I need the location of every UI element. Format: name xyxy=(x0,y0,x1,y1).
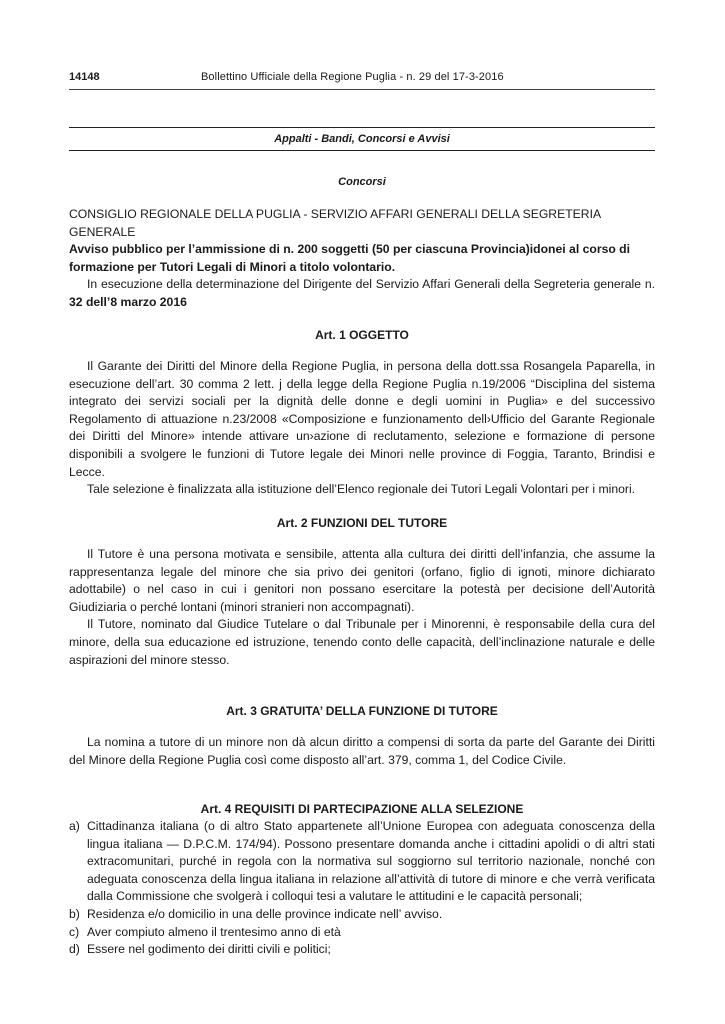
page-number: 14148 xyxy=(69,71,100,83)
item-marker: a) xyxy=(69,819,80,833)
header-rule xyxy=(69,89,655,90)
list-item xyxy=(69,906,655,924)
bulletin-title: Bollettino Ufficiale della Regione Puglia - n. 29 del 17-3-2016 xyxy=(201,71,504,83)
paragraph: Il Garante dei Diritti del Minore della Regione Puglia, in persona della dott.ssa Rosangela Paparella, in esecuzione dell’art. 30 comma 2 lett. j della legge della Regione Puglia n.19/2006 “Disciplina del sistema integrato dei servizi sociali per la dignità delle donne e degli uomini in Puglia» e del successivo Regolamento di attuazione n.23/2008 «Composizione e funzionamento dell›Ufficio del Garante Regionale dei Diritti del Minore» intende attivare un›azione di reclutamento, selezione e formazione di persone disponibili a svolgere le funzioni di Tutore legale dei Minori nelle province di Foggia, Taranto, Brindisi e Lecce. xyxy=(69,359,655,479)
section-title: Appalti - Bandi, Concorsi e Avvisi xyxy=(274,133,450,145)
article-body xyxy=(69,358,655,499)
notice-title: Avviso pubblico per l’ammissione di n. 200 soggetti (50 per ciascuna Provincia)idonei al corso di formazione per Tutori Legali di Minori a titolo volontario. xyxy=(69,242,631,274)
paragraph: Il Tutore è una persona motivata e sensibile, attenta alla cultura dei diritti dell’infanzia, che assume la rappresentanza legale del minore che sia privo dei genitori (orfano, figlio di ignoti, minore dichiarato adottabile) o nel caso in cui i genitori non possano esercitare la potestà per decisione dell’Autorità Giudiziaria o perché lontani (minori stranieri non accompagnati). xyxy=(69,547,655,614)
item-marker: c) xyxy=(69,924,80,939)
article-body xyxy=(69,734,655,769)
subsection-title: Concorsi xyxy=(338,176,386,188)
item-marker: d) xyxy=(69,942,80,957)
intro-paragraph xyxy=(69,276,655,311)
paragraph: La nomina a tutore di un minore non dà alcun diritto a compensi di sorta da parte del Garante dei Diritti del Minore della Regione Puglia così come disposto all’art. 379, comma 1, del Codice Civile. xyxy=(69,735,655,767)
item-text: Cittadinanza italiana (o di altro Stato appartenete all’Unione Europea con adeguata conoscenza della lingua italiana — D.P.C.M. 174/94). Possono presentare domanda anche i cittadini apolidi o di altri stati extracomunitari, purché in regola con la normativa sul soggiorno sul territorio nazionale, nonché con adeguata conoscenza della lingua italiana in relazione all’attività di tutore di minore e che verrà verificata dalla Commissione che svolgerà i colloqui tesi a valutare le attitudini e le capacità personali; xyxy=(87,819,655,904)
requirements-list xyxy=(69,818,655,959)
intro-bold: 32 dell’8 marzo 2016 xyxy=(69,294,187,309)
article-heading: Art. 4 REQUISITI DI PARTECIPAZIONE ALLA SELEZIONE xyxy=(200,802,524,816)
article-heading: Art. 2 FUNZIONI DEL TUTORE xyxy=(276,516,448,530)
item-text: Aver compiuto almeno il trentesimo anno di età xyxy=(87,924,341,939)
item-text: Residenza e/o domicilio in una delle province indicate nell’ avviso. xyxy=(87,906,443,921)
running-header xyxy=(69,71,655,87)
paragraph: Il Tutore, nominato dal Giudice Tutelare o dal Tribunale per i Minorenni, è responsabile della cura del minore, della sua educazione ed istruzione, tenendo conto delle capacità, dell’inclinazione naturale e delle aspirazioni del minore stesso. xyxy=(69,617,655,667)
notice-header xyxy=(69,206,655,276)
item-marker: b) xyxy=(69,906,80,921)
list-item xyxy=(69,924,655,942)
article-body xyxy=(69,546,655,669)
article-heading: Art. 1 OGGETTO xyxy=(315,328,409,342)
intro-text: In esecuzione della determinazione del Dirigente del Servizio Affari Generali della Segreteria generale n. xyxy=(87,277,655,291)
paragraph: Tale selezione è finalizzata alla istituzione dell’Elenco regionale dei Tutori Legali Volontari per i minori. xyxy=(87,482,636,497)
list-item xyxy=(69,818,655,906)
item-text: Essere nel godimento dei diritti civili e politici; xyxy=(87,942,331,957)
list-item xyxy=(69,941,655,959)
article-heading: Art. 3 GRATUITA’ DELLA FUNZIONE DI TUTORE xyxy=(226,704,498,718)
section-band xyxy=(69,127,655,151)
issuer: CONSIGLIO REGIONALE DELLA PUGLIA - SERVIZIO AFFARI GENERALI DELLA SEGRETERIA GENERALE xyxy=(69,207,601,239)
